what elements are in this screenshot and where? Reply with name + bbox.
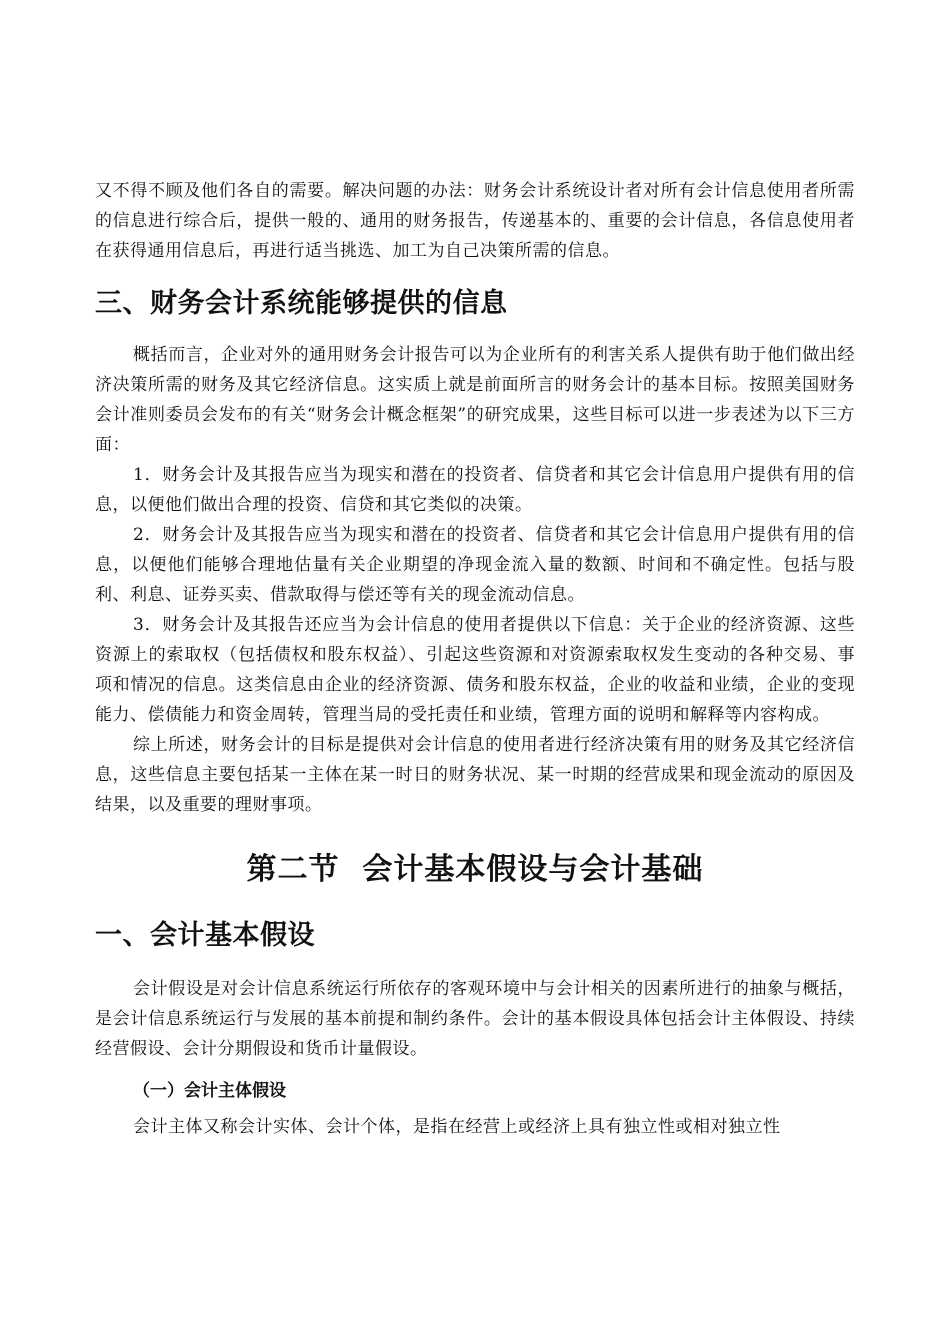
paragraph-intro: 又不得不顾及他们各自的需要。解决问题的办法：财务会计系统设计者对所有会计信息使用者所需的信息进行综合后，提供一般的、通用的财务报告，传递基本的、重要的会计信息，各信息使用者在获得通用信息后，再进行适当挑选、加工为自己决策所需的信息。: [95, 181, 855, 261]
paragraph-conclusion: 综上所述，财务会计的目标是提供对会计信息的使用者进行经济决策有用的财务及其它经济信息，这些信息主要包括某一主体在某一时日的财务状况、某一时期的经营成果和现金流动的原因及结果，以及重要的理财事项。: [95, 735, 855, 815]
section-heading-3: 三、财务会计系统能够提供的信息: [95, 288, 508, 319]
chapter-heading: 第二节 会计基本假设与会计基础: [246, 852, 704, 887]
list-item-2: 2．财务会计及其报告应当为现实和潜在的投资者、信贷者和其它会计信息用户提供有用的信息，以便他们能够合理地估量有关企业期望的净现金流入量的数额、时间和不确定性。包括与股利、利息、证券买卖、借款取得与偿还等有关的现金流动信息。: [95, 525, 855, 605]
paragraph-entity: 会计主体又称会计实体、会计个体，是指在经营上或经济上具有独立性或相对独立性: [133, 1117, 781, 1137]
section-heading-1: 一、会计基本假设: [95, 920, 315, 951]
paragraph-summary: 概括而言，企业对外的通用财务会计报告可以为企业所有的利害关系人提供有助于他们做出经济决策所需的财务及其它经济信息。这实质上就是前面所言的财务会计的基本目标。按照美国财务会计准则委员会发布的有关“财务会计概念框架”的研究成果，这些目标可以进一步表述为以下三方面：: [95, 345, 855, 455]
list-item-1: 1．财务会计及其报告应当为现实和潜在的投资者、信贷者和其它会计信息用户提供有用的信息，以便他们做出合理的投资、信贷和其它类似的决策。: [95, 465, 855, 515]
paragraph-assumption: 会计假设是对会计信息系统运行所依存的客观环境中与会计相关的因素所进行的抽象与概括，是会计信息系统运行与发展的基本前提和制约条件。会计的基本假设具体包括会计主体假设、持续经营假设、会计分期假设和货币计量假设。: [95, 979, 855, 1059]
subsection-heading-1: （一）会计主体假设: [133, 1081, 286, 1101]
document-page: [95, 176, 855, 1142]
list-item-3: 3．财务会计及其报告还应当为会计信息的使用者提供以下信息：关于企业的经济资源、这些资源上的索取权（包括债权和股东权益）、引起这些资源和对资源索取权发生变动的各种交易、事项和情况的信息。这类信息由企业的经济资源、债务和股东权益，企业的收益和业绩，企业的变现能力、偿债能力和资金周转，管理当局的受托责任和业绩，管理方面的说明和解释等内容构成。: [95, 615, 855, 725]
